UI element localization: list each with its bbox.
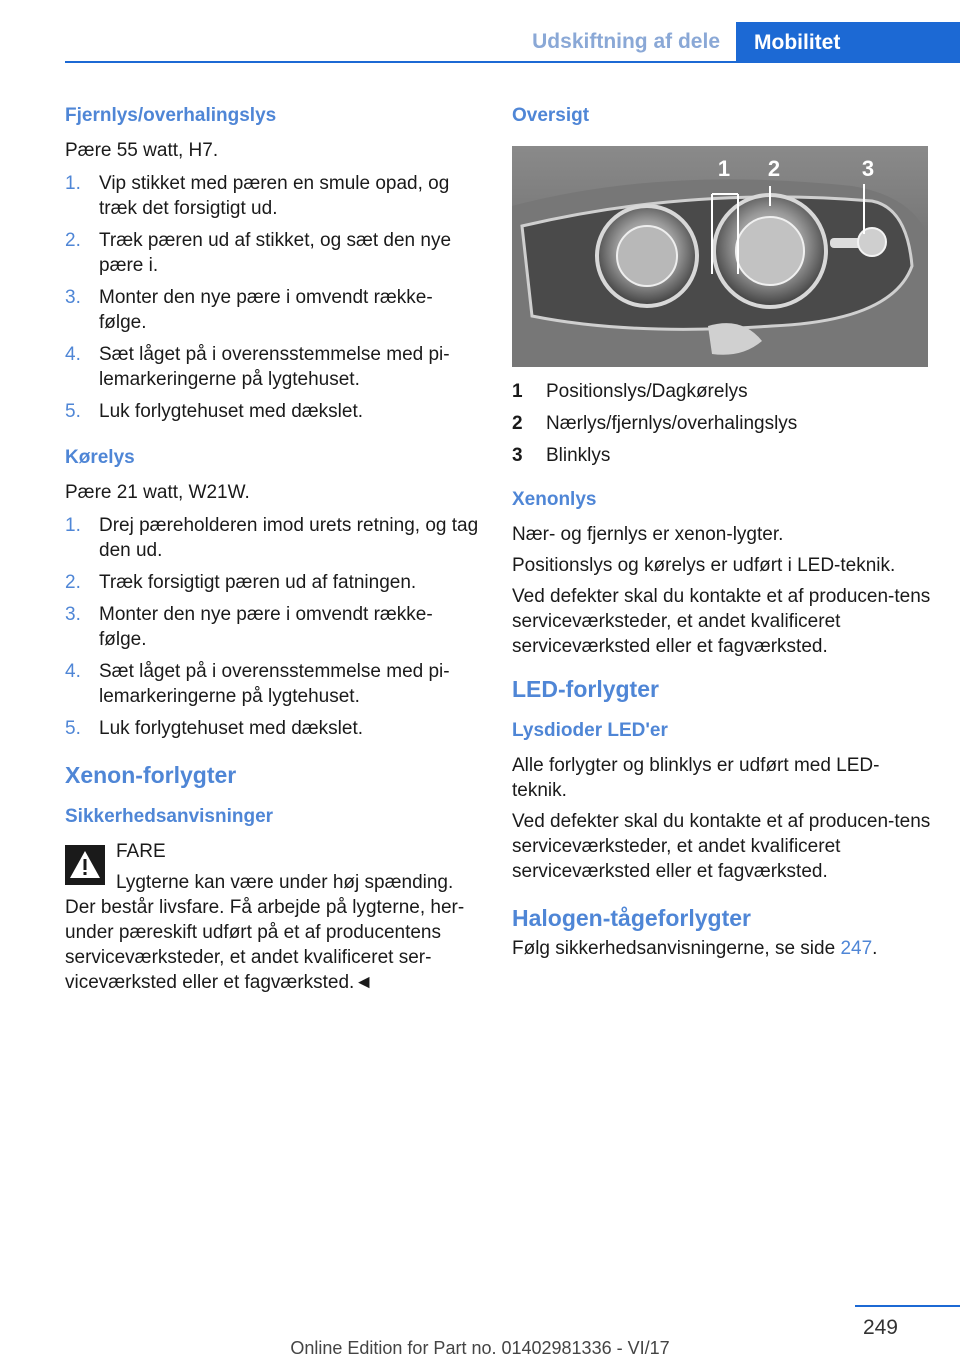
warning-label: FARE bbox=[116, 841, 166, 862]
heading-korelys: Kørelys bbox=[65, 447, 135, 468]
figure-legend bbox=[512, 379, 932, 468]
list-item: 3. Monter den nye pære i omvendt række-følge. bbox=[65, 287, 433, 333]
page-reference-link[interactable]: 247 bbox=[840, 938, 873, 959]
heading-oversigt: Oversigt bbox=[512, 105, 590, 126]
heading-xenonlys: Xenonlys bbox=[512, 489, 597, 510]
heading-xenon-forlygter: Xenon-forlygter bbox=[65, 762, 237, 788]
heading-fjernlys: Fjernlys/overhalingslys bbox=[65, 105, 277, 126]
list-item: 1. Drej pæreholderen imod urets retning, og tag den ud. bbox=[65, 515, 479, 561]
warning-text: Der består livsfare. Få arbejde på lygterne, her-under pæreskift udført på et af producentens serviceværksteder, et andet kvalificeret ser-viceværksted eller et fagværksted.◄ bbox=[65, 897, 465, 993]
lysdioder-p1: Alle forlygter og blinklys er udført med LED-teknik. bbox=[512, 755, 880, 801]
heading-lysdioder: Lysdioder LED'er bbox=[512, 720, 668, 741]
page-number: 249 bbox=[862, 1316, 898, 1339]
headlight-figure bbox=[512, 146, 928, 367]
footer-divider bbox=[855, 1305, 960, 1307]
list-item: 3 Blinklys bbox=[512, 445, 611, 466]
footer-edition: Online Edition for Part no. 01402981336 - VI/17 bbox=[290, 1338, 670, 1358]
warning-line1: Lygterne kan være under høj spænding. bbox=[116, 872, 454, 893]
list-item: 1 Positionslys/Dagkørelys bbox=[512, 381, 748, 402]
list-item: 1. Vip stikket med pæren en smule opad, og træk det forsigtigt ud. bbox=[65, 173, 450, 219]
xenonlys-p2: Positionslys og kørelys er udført i LED-teknik. bbox=[512, 555, 896, 576]
list-item: 3. Monter den nye pære i omvendt række-følge. bbox=[65, 604, 433, 650]
list-item: 5. Luk forlygtehuset med dækslet. bbox=[65, 401, 364, 422]
list-item: 4. Sæt låget på i overensstemmelse med pi-lemarkeringerne på lygtehuset. bbox=[65, 344, 450, 390]
figure-label-3: 3 bbox=[861, 156, 875, 181]
figure-label-1: 1 bbox=[717, 156, 731, 181]
list-item: 4. Sæt låget på i overensstemmelse med pi-lemarkeringerne på lygtehuset. bbox=[65, 661, 450, 707]
spec-fjernlys: Pære 55 watt, H7. bbox=[65, 140, 219, 161]
header-tab-mobilitet[interactable]: Mobilitet bbox=[736, 22, 960, 62]
list-item: 2. Træk pæren ud af stikket, og sæt den nye pære i. bbox=[65, 230, 452, 276]
list-item: 5. Luk forlygtehuset med dækslet. bbox=[65, 718, 364, 739]
page-header bbox=[65, 0, 960, 62]
left-column bbox=[65, 100, 480, 1001]
halogen-text: Følg sikkerhedsanvisningerne, se side 247. bbox=[512, 938, 878, 959]
list-item: 2. Træk forsigtigt pæren ud af fatningen. bbox=[65, 572, 417, 593]
heading-sikkerhedsanvisninger: Sikkerhedsanvisninger bbox=[65, 806, 274, 827]
figure-label-2: 2 bbox=[767, 156, 781, 181]
header-divider bbox=[65, 61, 960, 63]
heading-halogen: Halogen-tågeforlygter bbox=[512, 905, 751, 931]
list-item: 2 Nærlys/fjernlys/overhalingslys bbox=[512, 413, 798, 434]
heading-led-forlygter: LED-forlygter bbox=[512, 676, 659, 702]
right-column bbox=[512, 100, 932, 967]
spec-korelys: Pære 21 watt, W21W. bbox=[65, 482, 250, 503]
header-section-title: Udskiftning af dele bbox=[532, 30, 720, 53]
warning-block bbox=[65, 839, 480, 995]
lysdioder-p2: Ved defekter skal du kontakte et af producen-tens serviceværksteder, et andet kvalificeret serviceværksted eller et fagværksted. bbox=[512, 811, 931, 882]
xenonlys-p1: Nær- og fjernlys er xenon-lygter. bbox=[512, 524, 784, 545]
headlight-illustration bbox=[512, 146, 928, 367]
warning-triangle-icon bbox=[65, 845, 105, 885]
steps-korelys bbox=[65, 513, 480, 741]
steps-fjernlys bbox=[65, 171, 480, 424]
xenonlys-p3: Ved defekter skal du kontakte et af producen-tens serviceværksteder, et andet kvalificeret serviceværksted eller et fagværksted. bbox=[512, 586, 931, 657]
